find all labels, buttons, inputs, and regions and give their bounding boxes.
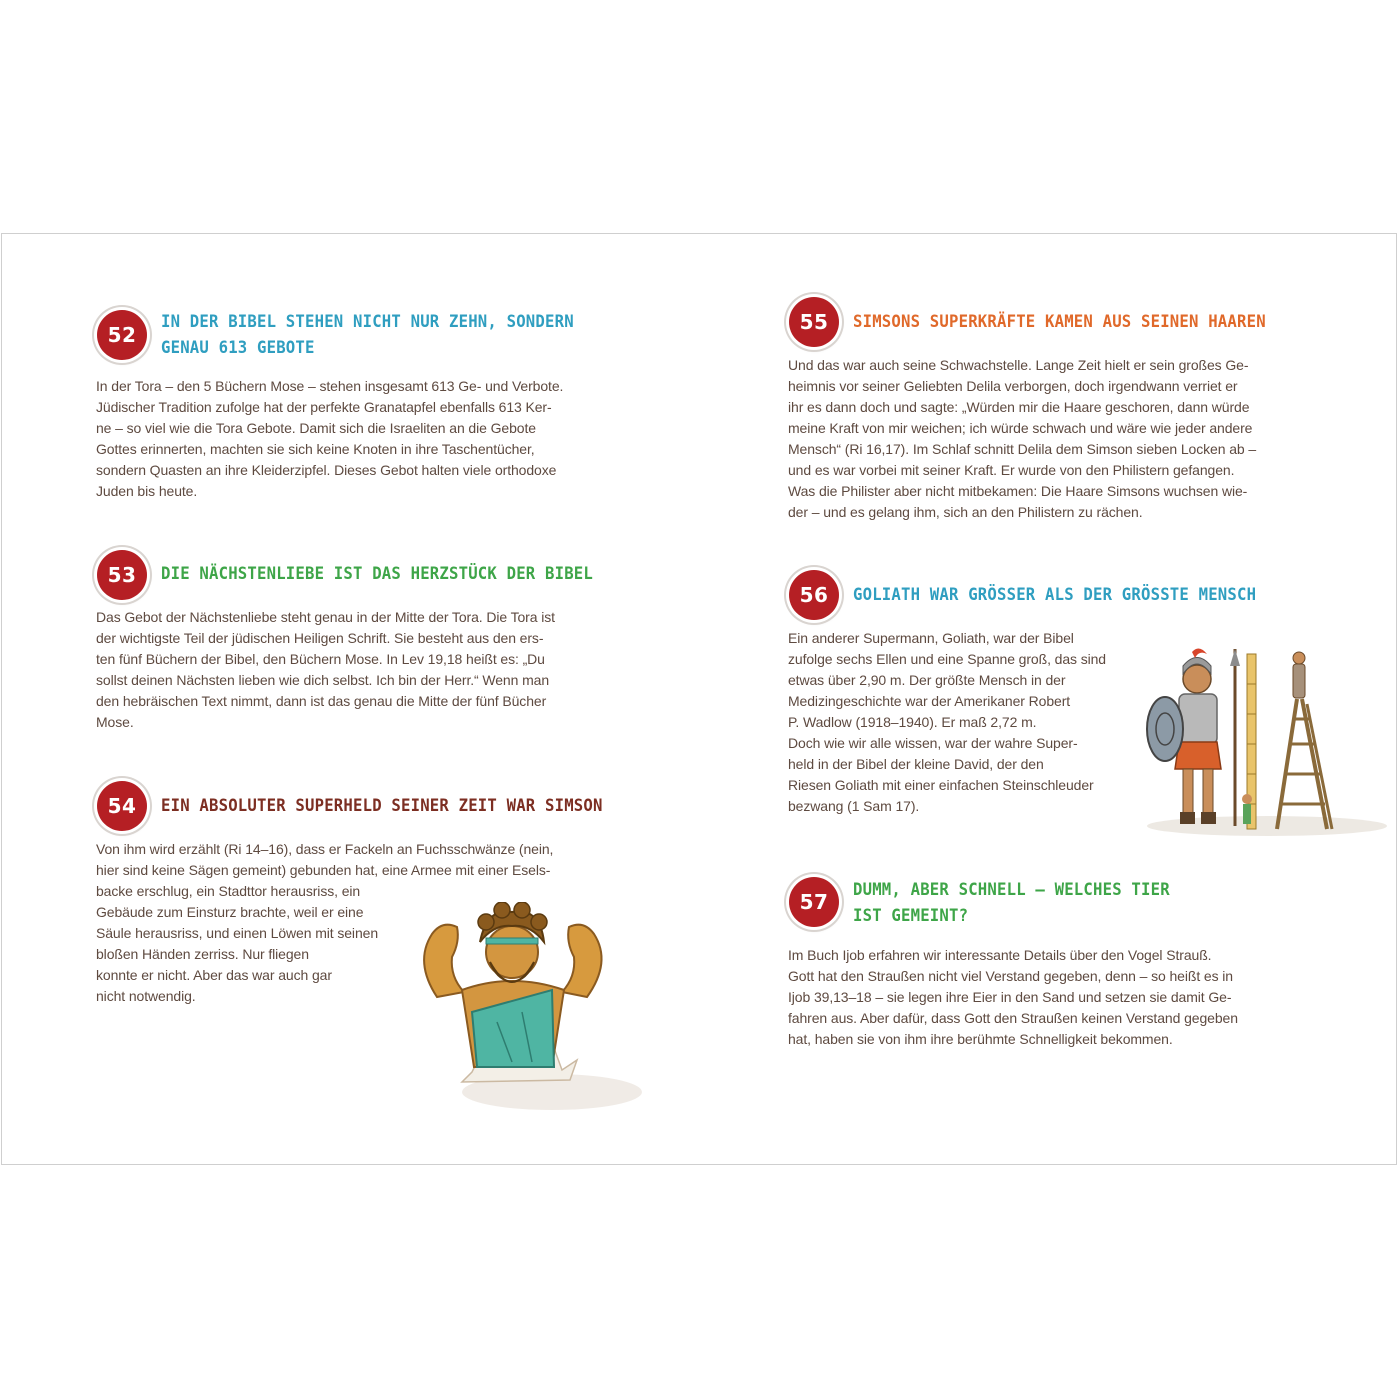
text-line: Gott hat den Straußen nicht viel Verstand gegeben, denn – so heißt es in <box>788 968 1233 984</box>
text-line: Ein anderer Supermann, Goliath, war der Bibel <box>788 630 1074 646</box>
text-line: Gebäude zum Einsturz brachte, weil er eine <box>96 904 364 920</box>
text-line: Riesen Goliath mit einer einfachen Steinschleuder <box>788 777 1094 793</box>
text-line: und es war vorbei mit seiner Kraft. Er wurde von den Philistern gefangen. <box>788 462 1235 478</box>
text-line: Und das war auch seine Schwachstelle. Lange Zeit hielt er sein großes Ge- <box>788 357 1249 373</box>
text-line: held in der Bibel der kleine David, der den <box>788 756 1044 772</box>
heading-54-line1: EIN ABSOLUTER SUPERHELD SEINER ZEIT WAR SIMSON <box>161 796 603 816</box>
heading-52-line1: IN DER BIBEL STEHEN NICHT NUR ZEHN, SONDERN <box>161 312 574 332</box>
body-53 <box>96 607 636 733</box>
goliath-illustration <box>1137 644 1397 839</box>
heading-56-line1: GOLIATH WAR GRÖSSER ALS DER GRÖSSTE MENSCH <box>853 585 1257 605</box>
text-line: hier sind keine Sägen gemeint) gebunden hat, eine Armee mit einer Esels- <box>96 862 551 878</box>
text-line: der – und es gelang ihm, sich an den Philistern zu rächen. <box>788 504 1143 520</box>
text-line: Doch wie wir alle wissen, war der wahre Super- <box>788 735 1078 751</box>
text-line: bezwang (1 Sam 17). <box>788 798 920 814</box>
text-line: Das Gebot der Nächstenliebe steht genau in der Mitte der Tora. Die Tora ist <box>96 609 555 625</box>
text-line: zufolge sechs Ellen und eine Spanne groß, das sind <box>788 651 1106 667</box>
text-line: etwas über 2,90 m. Der größte Mensch in der <box>788 672 1066 688</box>
text-line: Juden bis heute. <box>96 483 198 499</box>
text-line: konnte er nicht. Aber das war auch gar <box>96 967 332 983</box>
heading-57-line2: IST GEMEINT? <box>853 906 969 926</box>
heading-52 <box>161 309 574 361</box>
text-line: In der Tora – den 5 Büchern Mose – stehen insgesamt 613 Ge- und Verbote. <box>96 378 564 394</box>
heading-53 <box>161 561 593 587</box>
number-badge-56: 56 <box>789 570 839 620</box>
text-line: fahren aus. Aber dafür, dass Gott den Straußen keinen Verstand gegeben <box>788 1010 1238 1026</box>
heading-55-line1: SIMSONS SUPERKRÄFTE KAMEN AUS SEINEN HAAREN <box>853 312 1266 332</box>
text-line: nicht notwendig. <box>96 988 196 1004</box>
text-line: Was die Philister aber nicht mitbekamen: Die Haare Simsons wuchsen wie- <box>788 483 1248 499</box>
text-line: hat, haben sie von ihm ihre berühmte Schnelligkeit bekommen. <box>788 1031 1173 1047</box>
number-badge-54: 54 <box>97 781 147 831</box>
text-line: meine Kraft von mir weichen; ich würde schwach und wäre wie jeder andere <box>788 420 1253 436</box>
heading-54 <box>161 793 603 819</box>
text-line: Ijob 39,13–18 – sie legen ihre Eier in den Sand und setzen sie damit Ge- <box>788 989 1232 1005</box>
text-line: P. Wadlow (1918–1940). Er maß 2,72 m. <box>788 714 1037 730</box>
number-badge-57: 57 <box>789 877 839 927</box>
body-52 <box>96 376 636 502</box>
text-line: Mose. <box>96 714 134 730</box>
text-line: ihr es dann doch und sagte: „Würden mir die Haare geschoren, dann würde <box>788 399 1250 415</box>
text-line: den hebräischen Text nimmt, dann ist das genau die Mitte der fünf Bücher <box>96 693 547 709</box>
text-line: sondern Quasten an ihre Kleiderzipfel. Dieses Gebot halten viele orthodoxe <box>96 462 557 478</box>
body-55 <box>788 355 1348 523</box>
text-line: Gottes erinnerten, machten sie sich keine Knoten in ihre Taschentücher, <box>96 441 535 457</box>
heading-56 <box>853 582 1256 608</box>
text-line: Mensch“ (Ri 16,17). Im Schlaf schnitt Delila dem Simson sieben Locken ab – <box>788 441 1257 457</box>
heading-57 <box>853 877 1170 929</box>
heading-57-line1: DUMM, ABER SCHNELL – WELCHES TIER <box>853 880 1170 900</box>
text-line: Von ihm wird erzählt (Ri 14–16), dass er Fackeln an Fuchsschwänze (nein, <box>96 841 554 857</box>
text-line: der wichtigste Teil der jüdischen Heiligen Schrift. Sie besteht aus den ers- <box>96 630 544 646</box>
text-line: Im Buch Ijob erfahren wir interessante Details über den Vogel Strauß. <box>788 947 1212 963</box>
text-line: Medizingeschichte war der Amerikaner Robert <box>788 693 1071 709</box>
body-57 <box>788 945 1348 1050</box>
heading-52-line2: GENAU 613 GEBOTE <box>161 338 315 358</box>
simson-illustration <box>402 902 647 1117</box>
number-badge-55: 55 <box>789 297 839 347</box>
number-badge-52: 52 <box>97 310 147 360</box>
text-line: Säule herausriss, und einen Löwen mit seinen <box>96 925 378 941</box>
text-line: bloßen Händen zerriss. Nur fliegen <box>96 946 309 962</box>
text-line: ten fünf Büchern der Bibel, den Büchern Mose. In Lev 19,18 heißt es: „Du <box>96 651 545 667</box>
text-line: sollst deinen Nächsten lieben wie dich selbst. Ich bin der Herr.“ Wenn man <box>96 672 550 688</box>
text-line: backe erschlug, ein Stadttor herausriss, ein <box>96 883 361 899</box>
heading-53-line1: DIE NÄCHSTENLIEBE IST DAS HERZSTÜCK DER BIBEL <box>161 564 594 584</box>
heading-55 <box>853 309 1266 335</box>
text-line: Jüdischer Tradition zufolge hat der perfekte Granatapfel ebenfalls 613 Ker- <box>96 399 552 415</box>
text-line: ne – so viel wie die Tora Gebote. Damit sich die Israeliten an die Gebote <box>96 420 536 436</box>
text-line: heimnis vor seiner Geliebten Delila verborgen, doch irgendwann verriet er <box>788 378 1238 394</box>
body-56 <box>788 628 1148 817</box>
book-spread <box>1 233 1397 1165</box>
number-badge-53: 53 <box>97 550 147 600</box>
